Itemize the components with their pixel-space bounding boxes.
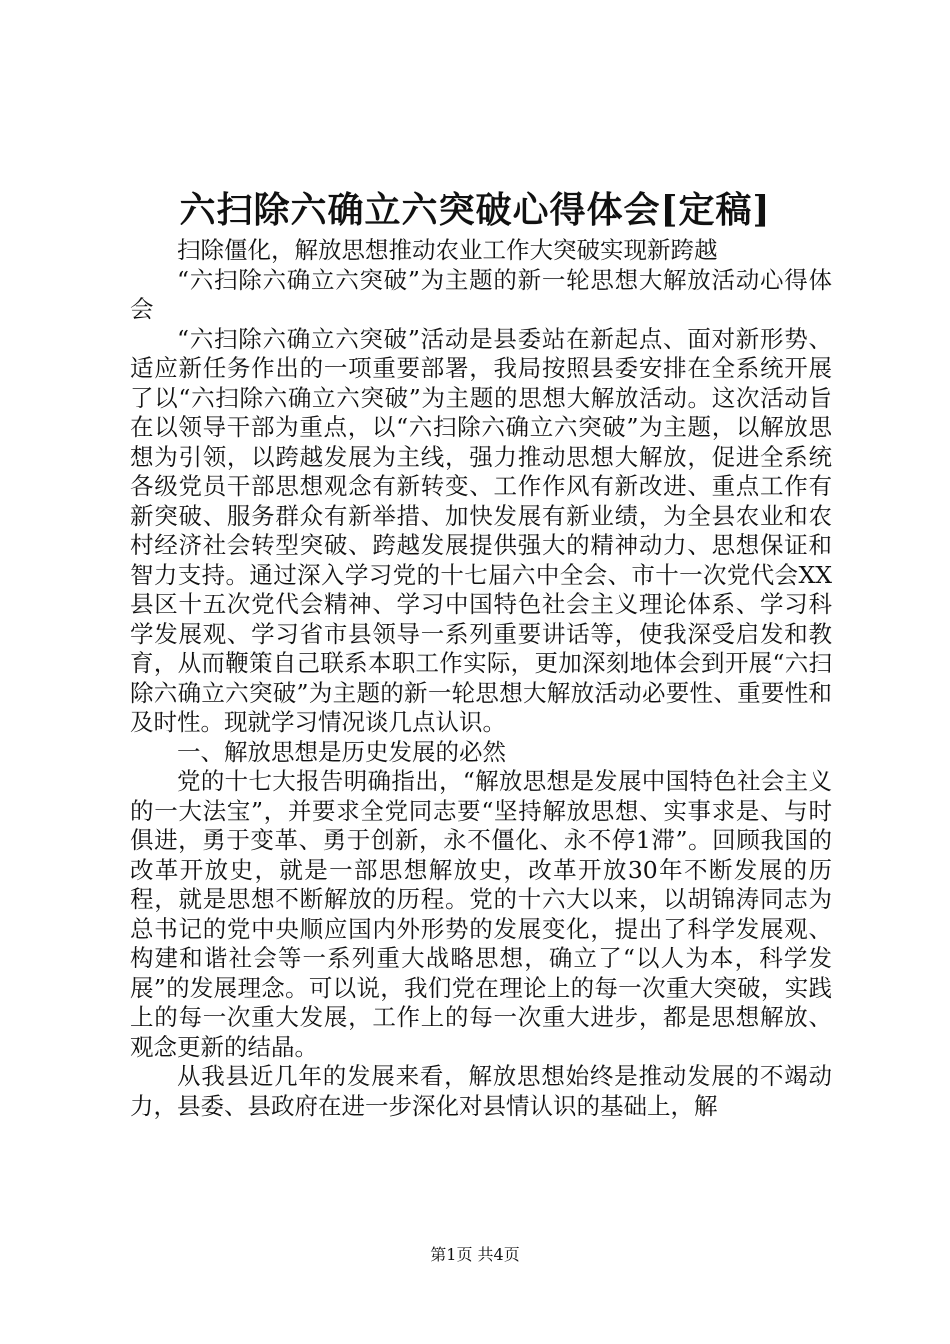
paragraph-heading: “六扫除六确立六突破”为主题的新一轮思想大解放活动心得体会 xyxy=(130,265,832,323)
paragraph: 从我县近几年的发展来看，解放思想始终是推动发展的不竭动力，县委、县政府在进一步深化对县情认识的基础上，解 xyxy=(130,1062,832,1120)
paragraph: “六扫除六确立六突破”活动是县委站在新起点、面对新形势、适应新任务作出的一项重要部署，我局按照县委安排在全系统开展了以“六扫除六确立六突破”为主题的思想大解放活动。这次活动旨在以领导干部为重点，以“六扫除六确立六突破”为主题，以解放思想为引领，以跨越发展为主线，强力推动思想大解放，促进全系统各级党员干部思想观念有新转变、工作作风有新改进、重点工作有新突破、服务群众有新举措、加快发展有新业绩，为全县农业和农村经济社会转型突破、跨越发展提供强大的精神动力、思想保证和智力支持。通过深入学习党的十七届六中全会、市十一次党代会XX县区十五次党代会精神、学习中国特色社会主义理论体系、学习科学发展观、学习省市县领导一系列重要讲话等，使我深受启发和教育，从而鞭策自己联系本职工作实际，更加深刻地体会到开展“六扫除六确立六突破”为主题的新一轮思想大解放活动必要性、重要性和及时性。现就学习情况谈几点认识。 xyxy=(130,324,832,736)
page-title: 六扫除六确立六突破心得体会[定稿] xyxy=(179,189,771,231)
paragraph-subtitle: 扫除僵化，解放思想推动农业工作大突破实现新跨越 xyxy=(177,236,718,264)
page-footer: 第1页 共4页 xyxy=(430,1245,520,1264)
section-heading: 一、解放思想是历史发展的必然 xyxy=(177,737,506,766)
document-body xyxy=(130,236,832,1121)
paragraph: 党的十七大报告明确指出，“解放思想是发展中国特色社会主义的一大法宝”，并要求全党同志要“坚持解放思想、实事求是、与时俱进，勇于变革、勇于创新，永不僵化、永不停1滞”。回顾我国的改革开放史，就是一部思想解放史，改革开放30年不断发展的历程，就是思想不断解放的历程。党的十六大以来，以胡锦涛同志为总书记的党中央顺应国内外形势的发展变化，提出了科学发展观、构建和谐社会等一系列重大战略思想，确立了“以人为本，科学发展”的发展理念。可以说，我们党在理论上的每一次重大突破，实践上的每一次重大发展，工作上的每一次重大进步，都是思想解放、观念更新的结晶。 xyxy=(130,767,832,1061)
